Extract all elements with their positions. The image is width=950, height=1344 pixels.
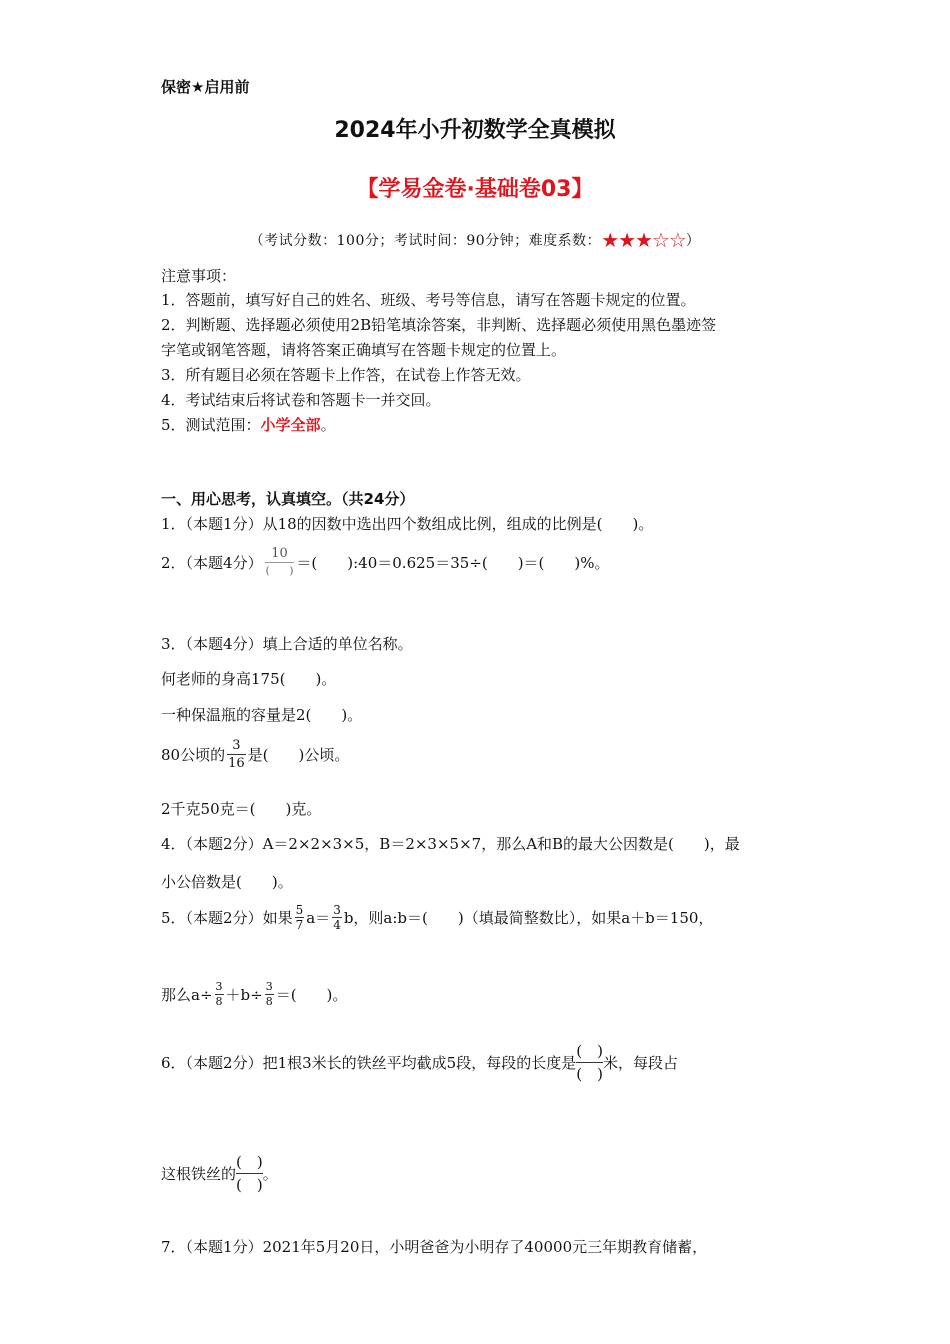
q5-f1-denominator: 7	[295, 918, 304, 932]
q5-l2-mid: ＋b÷	[225, 986, 263, 1004]
question-2	[161, 545, 610, 580]
note-item: 字笔或钢笔答题，请将答案正确填写在答题卡规定的位置上。	[161, 341, 567, 359]
star-empty-icon: ☆☆	[651, 228, 686, 252]
question-6-line1	[161, 1040, 678, 1085]
q2-fraction	[265, 545, 295, 580]
note-item: 4．考试结束后将试卷和答题卡一并交回。	[161, 391, 441, 409]
note-item: 3．所有题目必须在答题卡上作答，在试卷上作答无效。	[161, 366, 531, 384]
difficulty-stars	[601, 228, 686, 252]
q5-f1-numerator: 5	[295, 903, 304, 917]
q3c-fraction	[227, 737, 246, 772]
question-1: 1．（本题1分）从18的因数中选出四个数组成比例，组成的比例是( )。	[161, 515, 654, 533]
q5-f3-numerator: 3	[215, 980, 223, 993]
scope-label: 5．测试范围：	[161, 416, 261, 434]
question-3-c	[161, 737, 349, 772]
q5-f2-denominator: 4	[333, 918, 341, 932]
q2-denominator: ( )	[265, 566, 294, 577]
section-title: 一、用心思考，认真填空。（共24分）	[161, 490, 415, 508]
q6-l2-suffix: 。	[262, 1165, 278, 1183]
paper-subtitle: 【学易金卷·基础卷03】	[356, 177, 594, 202]
question-3-title: 3．（本题4分）填上合适的单位名称。	[161, 635, 413, 653]
question-3-a: 何老师的身高175( )。	[161, 670, 337, 688]
question-6-line2	[161, 1151, 278, 1196]
scope-value: 小学全部	[260, 416, 321, 434]
q5-f3-denominator: 8	[215, 995, 223, 1008]
q5-mid1: a＝	[306, 909, 331, 927]
star-filled-icon: ★★★	[601, 228, 652, 252]
q3c-suffix: 是( )公顷。	[247, 746, 350, 764]
q6-blank-numerator: ( )	[576, 1040, 603, 1063]
q2-rest: ＝( ):40＝0.625＝35÷( )＝( )%。	[296, 554, 610, 572]
question-4-line2: 小公倍数是( )。	[161, 873, 293, 891]
q6-prefix: 6．（本题2分）把1根3米长的铁丝平均截成5段，每段的长度是	[161, 1054, 577, 1072]
q5-f4-denominator: 8	[265, 995, 273, 1008]
q5-f2-numerator: 3	[333, 903, 341, 917]
q3c-numerator: 3	[227, 737, 246, 755]
scope-end: 。	[320, 416, 336, 434]
notes-title: 注意事项：	[161, 267, 237, 285]
q5-prefix: 5．（本题2分）如果	[161, 909, 293, 927]
q6-blank2-numerator: ( )	[236, 1151, 263, 1174]
question-5-line1	[161, 903, 713, 932]
note-item-scope	[161, 414, 336, 435]
secret-label: 保密★启用前	[161, 78, 250, 96]
q6-mid: 米，每段占	[602, 1054, 678, 1072]
question-3-b: 一种保温瓶的容量是2( )。	[161, 706, 363, 724]
question-4-line1: 4．（本题2分）A＝2×2×3×5，B＝2×3×5×7，那么A和B的最大公因数是( )，最	[161, 835, 740, 853]
q5-fraction-4	[265, 980, 274, 1009]
q6-blank-denominator: ( )	[576, 1065, 603, 1083]
question-3-d: 2千克50克＝( )克。	[161, 800, 322, 818]
exam-info-text: （考试分数：100分；考试时间：90分钟；难度系数：	[249, 233, 602, 249]
exam-info-close: ）	[685, 233, 701, 249]
q6-l2-prefix: 这根铁丝的	[161, 1165, 237, 1183]
q2-label: 2．（本题4分）	[161, 554, 263, 572]
question-7: 7．（本题1分）2021年5月20日，小明爸爸为小明存了40000元三年期教育储蓄，	[161, 1238, 708, 1256]
q5-l2-prefix: 那么a÷	[161, 986, 213, 1004]
q3c-denominator: 16	[228, 756, 245, 771]
q6-blank-fraction-2	[236, 1151, 263, 1196]
q2-numerator: 10	[265, 545, 295, 563]
q5-fraction-3	[215, 980, 224, 1009]
q5-mid2: b，则a:b＝( )（填最简整数比），如果a＋b＝150，	[343, 909, 714, 927]
exam-info	[0, 228, 950, 252]
q5-fraction-2	[332, 903, 342, 932]
q6-blank-fraction	[576, 1040, 603, 1085]
note-item: 1．答题前，填写好自己的姓名、班级、考号等信息，请写在答题卡规定的位置。	[161, 291, 696, 309]
q3c-prefix: 80公顷的	[161, 746, 226, 764]
q6-blank2-denominator: ( )	[236, 1176, 263, 1194]
q5-l2-suffix: ＝( )。	[275, 986, 348, 1004]
question-5-line2	[161, 980, 347, 1009]
note-item: 2．判断题、选择题必须使用2B铅笔填涂答案，非判断、选择题必须使用黑色墨迹签	[161, 316, 717, 334]
q5-f4-numerator: 3	[265, 980, 273, 993]
q5-fraction-1	[295, 903, 305, 932]
page-title: 2024年小升初数学全真模拟	[334, 118, 616, 143]
